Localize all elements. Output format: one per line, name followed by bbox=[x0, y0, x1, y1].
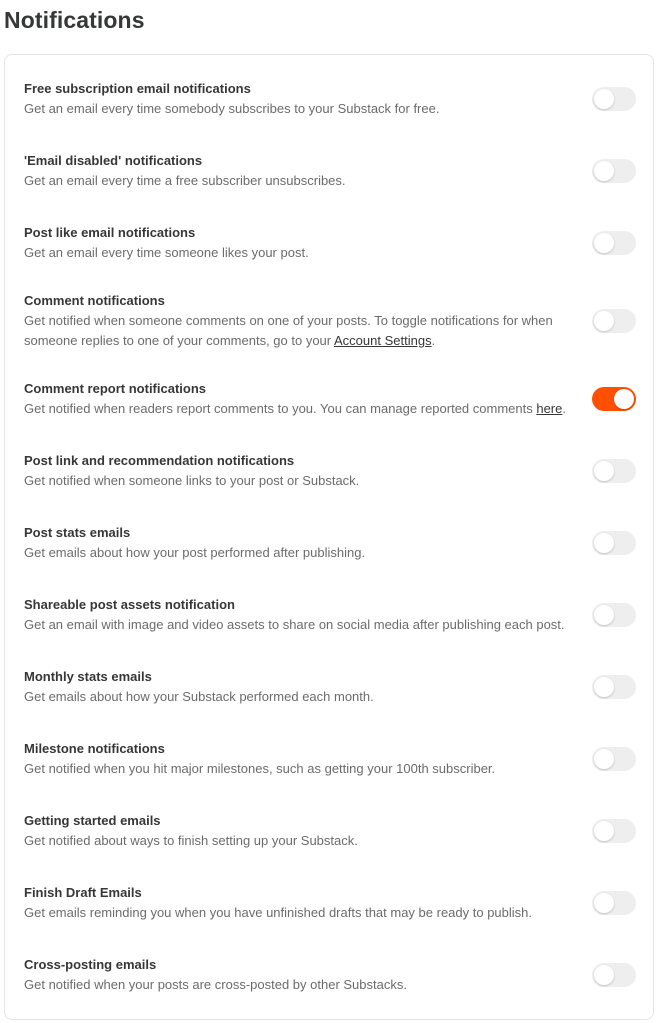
toggle-knob bbox=[594, 533, 614, 553]
row-title: Post like email notifications bbox=[24, 225, 196, 240]
row-title: Free subscription email notifications bbox=[24, 81, 251, 96]
row-description: Get notified about ways to finish setting up your Substack. bbox=[24, 833, 358, 848]
notification-row-free-subscription bbox=[24, 79, 636, 119]
row-description: Get an email every time someone likes your post. bbox=[24, 245, 309, 260]
email-disabled-toggle[interactable] bbox=[592, 159, 636, 183]
row-description: Get an email every time somebody subscribes to your Substack for free. bbox=[24, 101, 440, 116]
comment-notifications-toggle[interactable] bbox=[592, 309, 636, 333]
account-settings-link[interactable]: Account Settings bbox=[334, 333, 432, 348]
notifications-card bbox=[4, 54, 654, 1020]
row-title: Comment report notifications bbox=[24, 381, 207, 396]
row-description-text: Get notified when someone comments on one of your posts. To toggle notifications for when someone replies to one of your comments, go to your bbox=[24, 313, 553, 348]
row-description-end: . bbox=[431, 333, 436, 348]
row-title: Monthly stats emails bbox=[24, 669, 152, 684]
free-subscription-toggle[interactable] bbox=[592, 87, 636, 111]
notification-row-getting-started bbox=[24, 811, 636, 851]
toggle-knob bbox=[594, 605, 614, 625]
getting-started-toggle[interactable] bbox=[592, 819, 636, 843]
notification-row-shareable-assets bbox=[24, 595, 636, 635]
row-description: Get notified when your posts are cross-posted by other Substacks. bbox=[24, 977, 407, 992]
toggle-knob bbox=[594, 965, 614, 985]
row-description: Get emails about how your Substack performed each month. bbox=[24, 689, 374, 704]
notification-row-finish-draft bbox=[24, 883, 636, 923]
toggle-knob bbox=[614, 389, 634, 409]
notification-row-post-link bbox=[24, 451, 636, 491]
toggle-knob bbox=[594, 233, 614, 253]
notification-row-cross-posting bbox=[24, 955, 636, 995]
post-link-toggle[interactable] bbox=[592, 459, 636, 483]
row-description-end: . bbox=[562, 401, 566, 416]
row-title: Comment notifications bbox=[24, 293, 165, 308]
row-title: Milestone notifications bbox=[24, 741, 165, 756]
notification-row-comment bbox=[24, 291, 636, 351]
notification-row-comment-report bbox=[24, 379, 636, 419]
monthly-stats-toggle[interactable] bbox=[592, 675, 636, 699]
row-description: Get an email every time a free subscriber unsubscribes. bbox=[24, 173, 346, 188]
row-title: Cross-posting emails bbox=[24, 957, 157, 972]
row-description: Get emails reminding you when you have unfinished drafts that may be ready to publish. bbox=[24, 905, 533, 920]
cross-posting-toggle[interactable] bbox=[592, 963, 636, 987]
toggle-knob bbox=[594, 821, 614, 841]
page-title: Notifications bbox=[4, 7, 145, 33]
row-title: 'Email disabled' notifications bbox=[24, 153, 203, 168]
row-description: Get an email with image and video assets to share on social media after publishing each post. bbox=[24, 617, 565, 632]
row-description bbox=[24, 399, 584, 419]
toggle-knob bbox=[594, 461, 614, 481]
row-title: Finish Draft Emails bbox=[24, 885, 142, 900]
row-title: Post link and recommendation notifications bbox=[24, 453, 295, 468]
row-description: Get notified when you hit major milestones, such as getting your 100th subscriber. bbox=[24, 761, 496, 776]
post-like-toggle[interactable] bbox=[592, 231, 636, 255]
row-description-text: Get notified when readers report comments to you. You can manage reported comments bbox=[24, 401, 537, 416]
notification-row-post-stats bbox=[24, 523, 636, 563]
toggle-knob bbox=[594, 893, 614, 913]
row-title: Getting started emails bbox=[24, 813, 161, 828]
reported-comments-link[interactable]: here bbox=[536, 401, 563, 416]
notification-row-milestone bbox=[24, 739, 636, 779]
post-stats-toggle[interactable] bbox=[592, 531, 636, 555]
toggle-knob bbox=[594, 89, 614, 109]
row-title: Shareable post assets notification bbox=[24, 597, 235, 612]
finish-draft-toggle[interactable] bbox=[592, 891, 636, 915]
toggle-knob bbox=[594, 749, 614, 769]
row-title: Post stats emails bbox=[24, 525, 131, 540]
shareable-assets-toggle[interactable] bbox=[592, 603, 636, 627]
row-description: Get notified when someone links to your post or Substack. bbox=[24, 473, 360, 488]
notification-row-email-disabled bbox=[24, 151, 636, 191]
toggle-knob bbox=[594, 161, 614, 181]
row-description: Get emails about how your post performed after publishing. bbox=[24, 545, 366, 560]
toggle-knob bbox=[594, 311, 614, 331]
notification-row-post-like bbox=[24, 223, 636, 263]
notification-row-monthly-stats bbox=[24, 667, 636, 707]
comment-report-toggle[interactable] bbox=[592, 387, 636, 411]
toggle-knob bbox=[594, 677, 614, 697]
milestone-toggle[interactable] bbox=[592, 747, 636, 771]
row-description bbox=[24, 311, 584, 351]
